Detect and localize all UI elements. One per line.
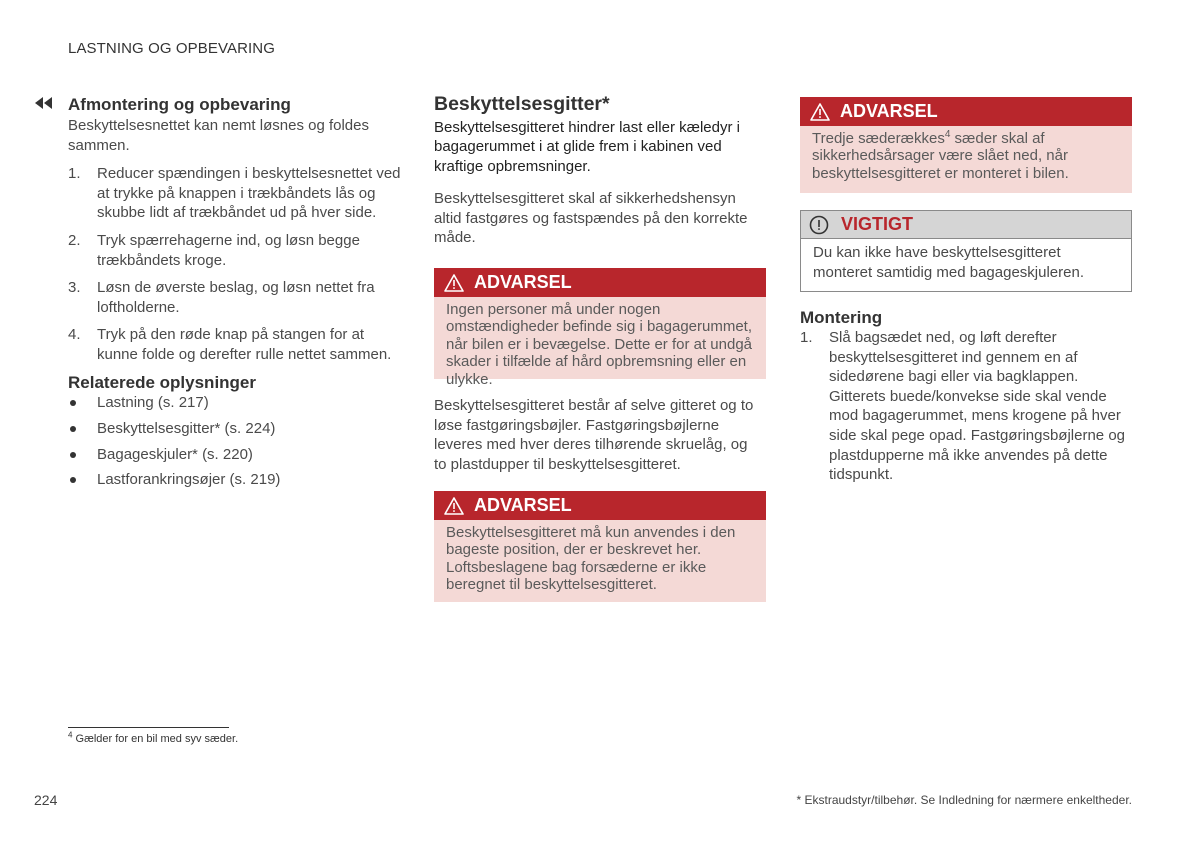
mounting-heading: Montering: [800, 308, 883, 327]
footnote: [68, 730, 239, 745]
steps-list: [68, 164, 408, 364]
page-title: Beskyttelsesgitter*: [434, 93, 610, 115]
warning-text: Ingen personer må under nogen omstændigheder befinde sig i bagagerummet, når bilen er i bevægelse. Dette er for at undgå skader i tilfælde af hård opbremsning eller en ulykke.: [446, 301, 753, 388]
warning-title: ADVARSEL: [840, 101, 938, 121]
list-item: [68, 278, 408, 317]
warning-triangle-icon: [444, 497, 464, 515]
footnote-text: Gælder for en bil med syv sæder.: [75, 733, 239, 745]
mounting-section: [800, 308, 1132, 493]
left-column: [68, 95, 408, 496]
related-link[interactable]: [68, 393, 408, 413]
footer-note: * Ekstraudstyr/tilbehør. Se Indledning for nærmere enkeltheder.: [796, 793, 1132, 807]
warning-box: [434, 491, 766, 602]
step-text: Løsn de øverste beslag, og løsn nettet fra loftholderne.: [97, 279, 375, 316]
warning-box: [800, 97, 1132, 193]
list-item: [68, 231, 408, 270]
footnote-marker: 4: [68, 730, 73, 740]
related-link[interactable]: [68, 470, 408, 490]
related-link[interactable]: [68, 419, 408, 439]
bullet-icon: [70, 477, 76, 483]
bullet-icon: [70, 426, 76, 432]
related-link[interactable]: [68, 445, 408, 465]
warning-title: ADVARSEL: [474, 272, 572, 292]
warning-triangle-icon: [810, 103, 830, 121]
list-item: [68, 325, 408, 364]
step-text: Tryk på den røde knap på stangen for at kunne folde og derefter rulle nettet sammen.: [97, 326, 392, 363]
bullet-icon: [70, 452, 76, 458]
related-heading: Relaterede oplysninger: [68, 372, 257, 392]
middle-column: [434, 93, 766, 248]
related-link-text[interactable]: Lastforankringsøjer (s. 219): [97, 471, 281, 489]
mounting-steps-list: [800, 328, 1132, 485]
important-box: [800, 210, 1132, 292]
warning-header: [800, 97, 1132, 126]
list-item: [68, 164, 408, 223]
section-heading: Afmontering og opbevaring: [68, 95, 291, 114]
related-link-text[interactable]: Lastning (s. 217): [97, 393, 209, 411]
warning-title: ADVARSEL: [474, 495, 572, 515]
middle-paragraph-2: [434, 396, 766, 474]
important-title: VIGTIGT: [841, 214, 913, 234]
exclamation-circle-icon: [809, 215, 829, 235]
step-number: 1.: [68, 165, 81, 183]
footnote-marker: 4: [944, 129, 951, 140]
step-text: Reducer spændingen i beskyttelsesnettet ved at trykke på knappen i trækbåndets lås og skubbe lidt af trækbåndet ud på hver side.: [97, 165, 401, 222]
step-number: 3.: [68, 279, 81, 297]
paragraph: Beskyttelsesgitteret består af selve gitteret og to løse fastgøringsbøjler. Fastgøringsbøjlerne leveres med hver deres tilhørende skruelåg, og to plastdupper til beskyttelsesgitteret.: [434, 397, 754, 473]
warning-text: Beskyttelsesgitteret må kun anvendes i den bageste position, der er beskrevet her. Loftsbeslagene bag forsæderne er ikke beregnet til beskyttelsesgitteret.: [446, 524, 736, 594]
lead-text: Beskyttelsesgitteret hindrer last eller kæledyr i bagagerummet i at glide frem i kabinen ved kraftige opbremsninger.: [434, 119, 740, 175]
section-header: LASTNING OG OPBEVARING: [68, 40, 275, 57]
step-text: Slå bagsædet ned, og løft derefter beskyttelsesgitteret ind gennem en af sidedørene bagi eller via bagklappen. Gitterets buede/konvekse side skal vende mod bagagerummet, mens krogene på hver side skal pege opad. Fastgøringsbøjlerne og plastdupperne må ikke anvendes på dette tidspunkt.: [829, 329, 1126, 484]
warning-header: [434, 268, 766, 297]
paragraph: Beskyttelsesgitteret skal af sikkerhedshensyn altid fastgøres og fastspændes på den korrekte måde.: [434, 190, 748, 247]
related-list: [68, 393, 408, 491]
warning-triangle-icon: [444, 274, 464, 292]
footnote-divider: [68, 727, 229, 728]
warning-text: [800, 126, 1132, 191]
important-header: [801, 211, 1131, 239]
step-text: Tryk spærrehagerne ind, og løsn begge trækbåndets kroge.: [97, 231, 360, 269]
step-number: 4.: [68, 326, 81, 344]
step-number: 2.: [68, 231, 81, 249]
bullet-icon: [70, 400, 76, 406]
intro-text: Beskyttelsesnettet kan nemt løsnes og foldes sammen.: [68, 117, 369, 154]
step-number: 1.: [800, 329, 813, 346]
warning-text-part: sæder skal af sikkerhedsårsager være slået ned, når beskyttelsesgitteret er monteret i bilen.: [812, 130, 1069, 182]
related-link-text[interactable]: Beskyttelsesgitter* (s. 224): [97, 419, 276, 437]
warning-header: [434, 491, 766, 520]
list-item: [800, 328, 1132, 485]
warning-box: [434, 268, 766, 388]
important-text: Du kan ikke have beskyttelsesgitteret monteret samtidig med bagageskjuleren.: [813, 244, 1084, 281]
related-link-text[interactable]: Bagageskjuler* (s. 220): [97, 445, 253, 463]
double-left-arrow-icon[interactable]: [34, 96, 54, 110]
page-number: 224: [34, 792, 58, 808]
warning-text-part: Tredje sæderækkes: [812, 130, 945, 147]
